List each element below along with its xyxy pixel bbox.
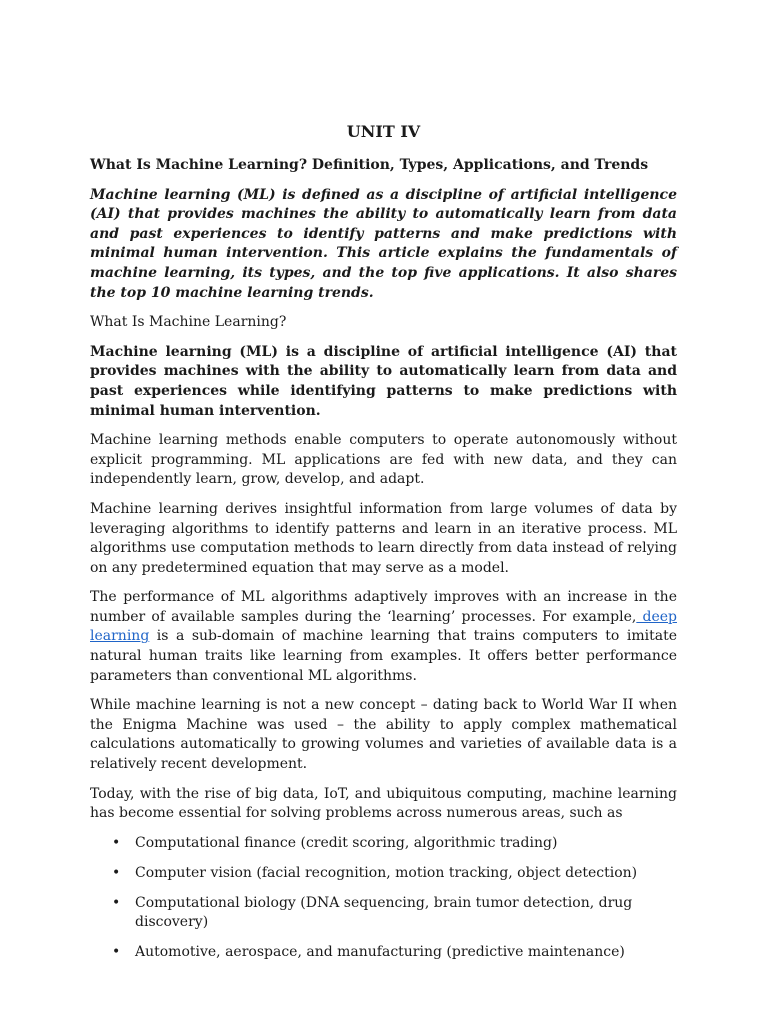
list-item [90,864,677,884]
list-item-text: Computer vision (facial recognition, motion tracking, object detection) [135,864,638,881]
bullet-icon: • [112,864,121,881]
document-heading: What Is Machine Learning? Definition, Types, Applications, and Trends [90,157,649,173]
document-title: UNIT IV [346,122,421,141]
list-item [90,943,677,963]
applications-list [90,834,677,963]
bullet-icon: • [112,834,121,851]
list-item-text: Automotive, aerospace, and manufacturing (predictive maintenance) [135,944,625,961]
paragraph-text-after-link: is a sub-domain of machine learning that trains computers to imitate natural human traits like learning from examples. It offers better performance parameters than conventional ML algorithms. [90,628,677,684]
bullet-icon: • [112,944,121,961]
definition-paragraph: Machine learning (ML) is a discipline of artificial intelligence (AI) that provides machines with the ability to automatically learn from data and past experiences while identifying patterns to make predictions with minimal human intervention. [90,343,677,419]
paragraph-ml-today: Today, with the rise of big data, IoT, and ubiquitous computing, machine learning has become essential for solving problems across numerous areas, such as [90,785,677,822]
section-subheading: What Is Machine Learning? [90,314,287,331]
list-item [90,834,677,854]
paragraph-ml-performance [90,588,677,686]
paragraph-ml-history: While machine learning is not a new concept – dating back to World War II when the Enigma Machine was used – the ability to apply complex mathematical calculations automatically to growing volumes and varieties of available data is a relatively recent development. [90,697,677,773]
deep-learning-link[interactable]: deep learning [90,608,677,645]
paragraph-ml-insights: Machine learning derives insightful information from large volumes of data by leveraging algorithms to identify patterns and learn in an iterative process. ML algorithms use computation methods to learn directly from data instead of relying on any predetermined equation that may serve as a model. [90,500,677,576]
paragraph-text-before-link: The performance of ML algorithms adaptively improves with an increase in the number of available samples during the ‘learning’ processes. For example, [90,589,677,625]
intro-paragraph: Machine learning (ML) is defined as a discipline of artificial intelligence (AI) that provides machines the ability to automatically learn from data and past experiences to identify patterns and make predictions with minimal human intervention. This article explains the fundamentals of machine learning, its types, and the top five applications. It also shares the top 10 machine learning trends. [90,186,677,301]
document-page [90,120,677,973]
list-item-text: Computational biology (DNA sequencing, brain tumor detection, drug discovery) [135,894,633,931]
list-item-text: Computational finance (credit scoring, algorithmic trading) [135,834,558,851]
bullet-icon: • [112,894,121,911]
list-item [90,894,677,933]
paragraph-ml-methods: Machine learning methods enable computers to operate autonomously without explicit programming. ML applications are fed with new data, and they can independently learn, grow, develop, and adapt. [90,432,677,488]
